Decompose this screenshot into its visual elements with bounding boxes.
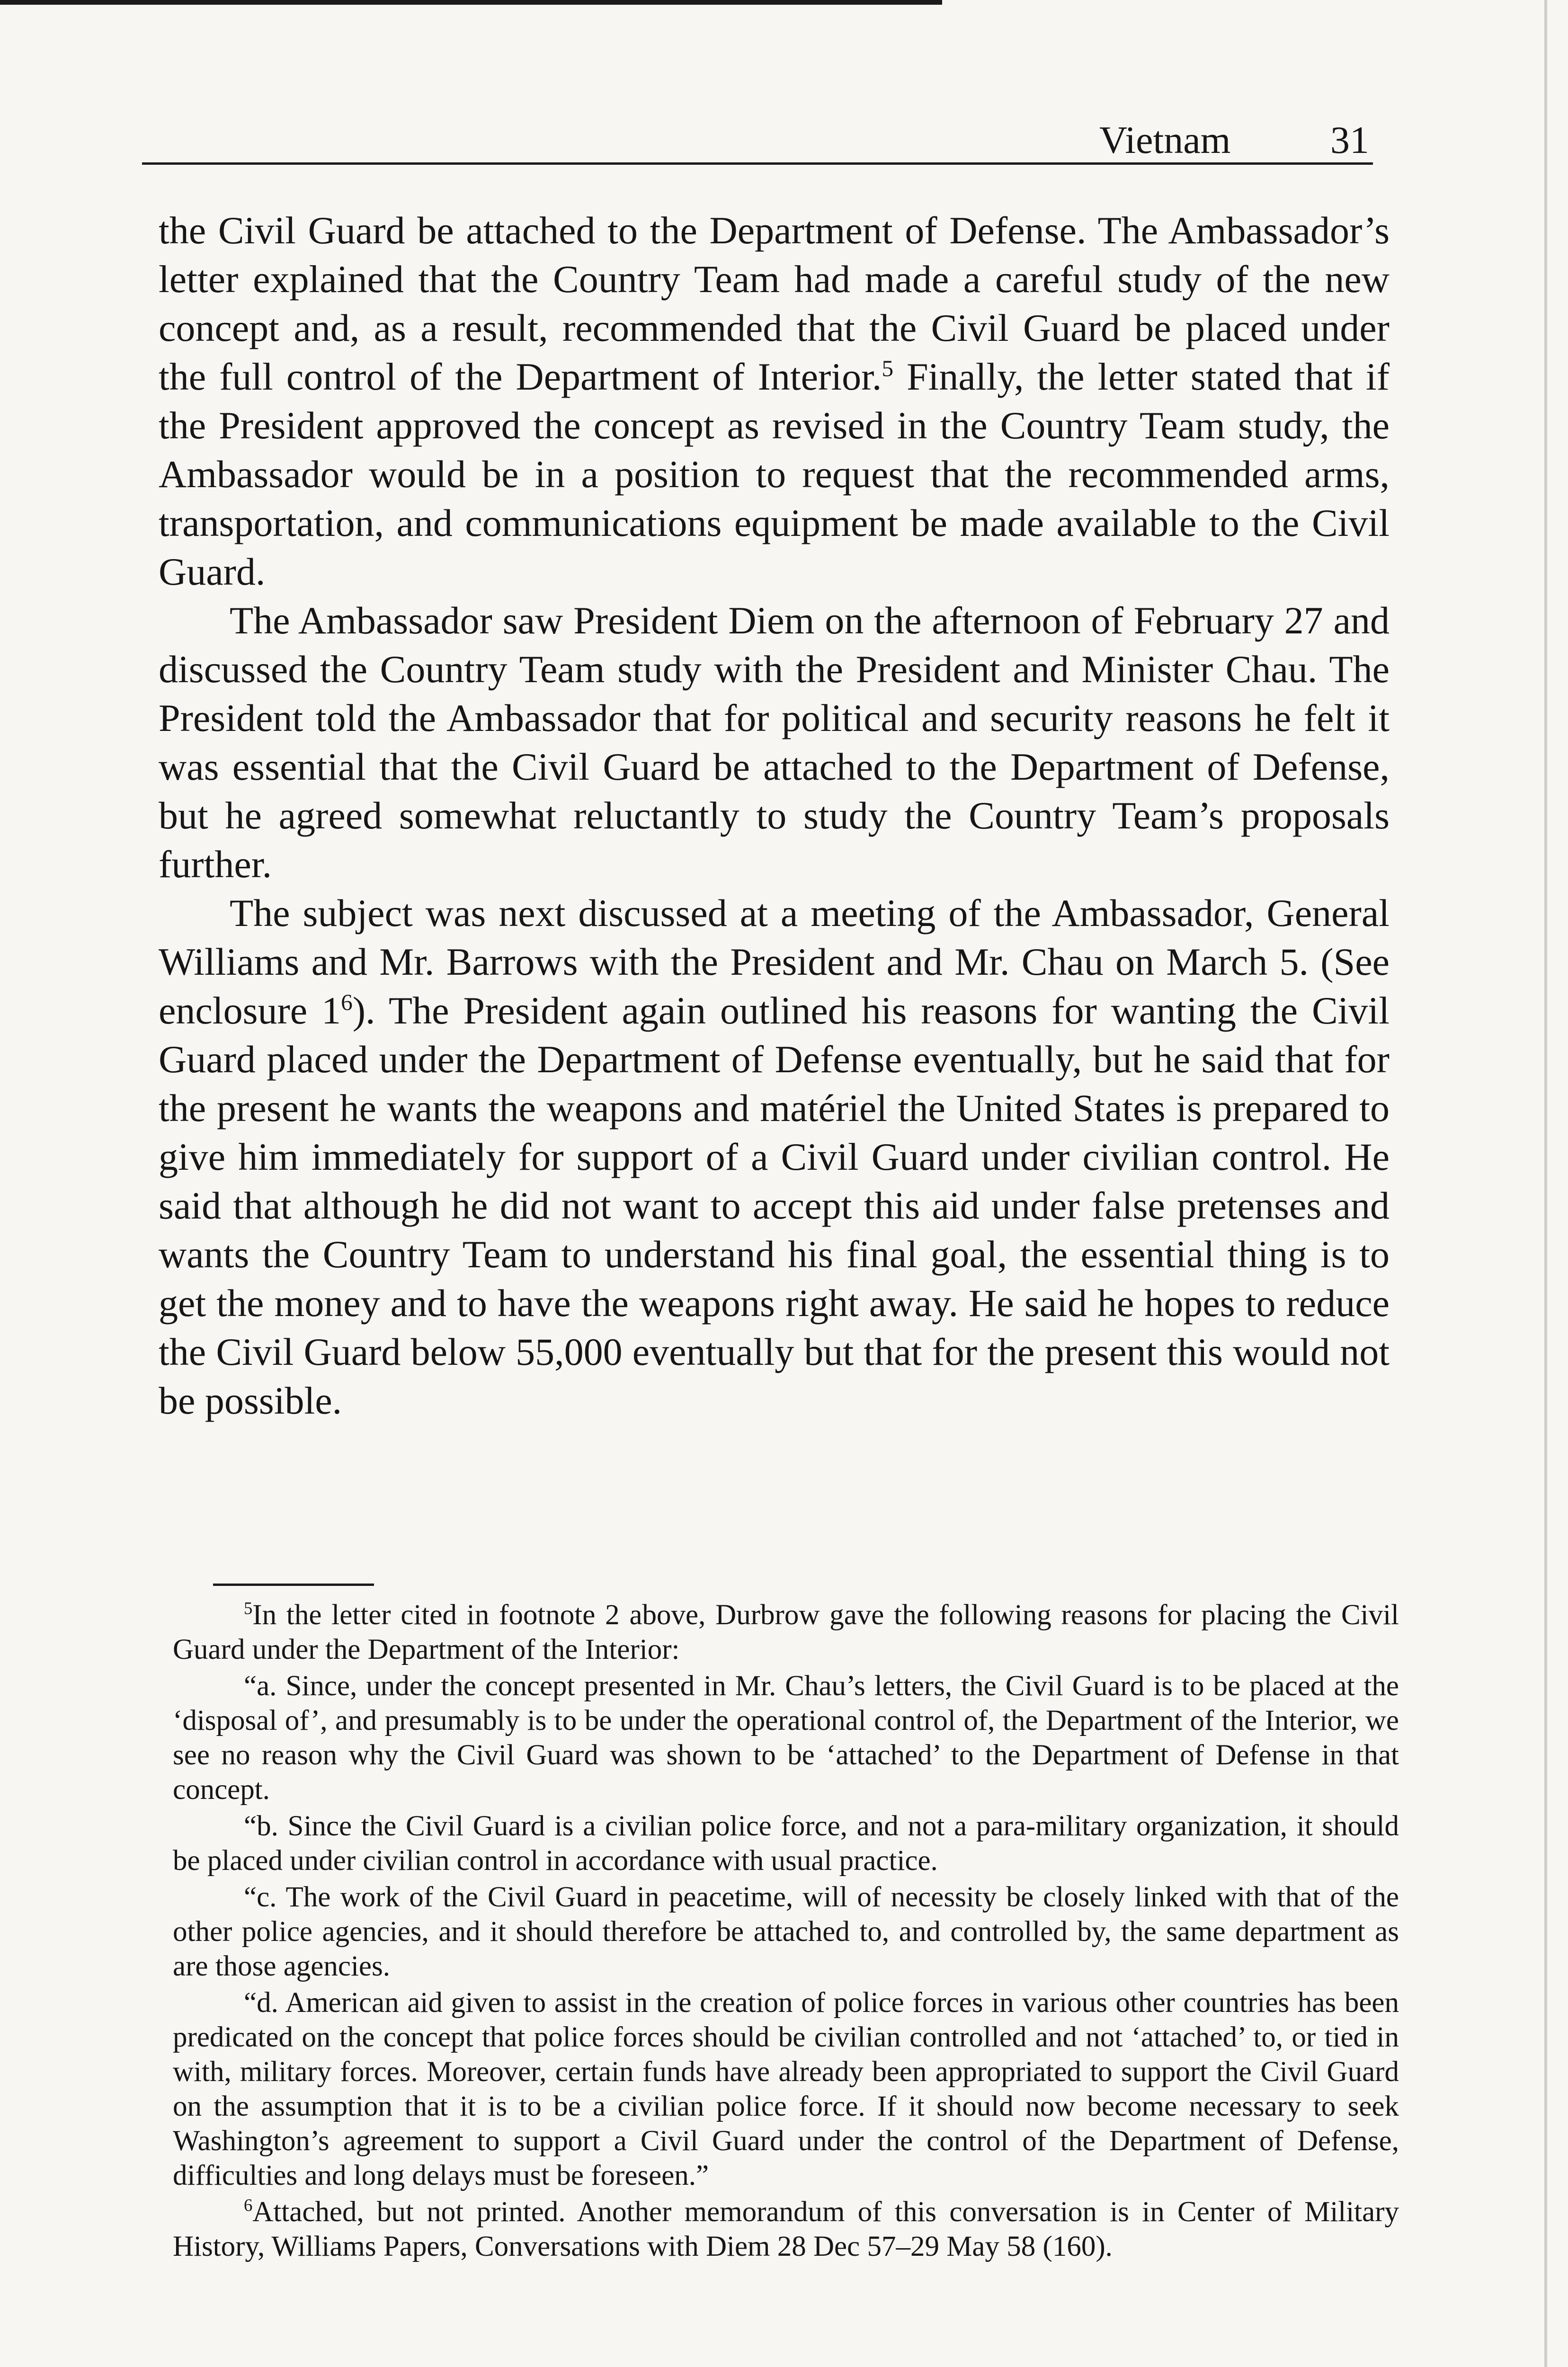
- paragraph: The Ambassador saw President Diem on the afternoon of February 27 and discussed the Country Team study with the President and Minister Chau. The President told the Ambassador that for political and security reasons he felt it was essential that the Civil Guard be attached to the Department of Defense, but he agreed somewhat reluctantly to study the Country Team’s proposals further.: [159, 599, 1390, 886]
- footnote-5: [173, 1598, 1399, 1667]
- paragraph: [159, 889, 1390, 1425]
- footnote-marker: 5: [244, 1598, 253, 1618]
- footnote-5-item-d: “d. American aid given to assist in the creation of police forces in various other countries has been predicated on the concept that police forces should be civilian controlled and not ‘attached’ to, or tied in with, military forces. Moreover, certain funds have already been appropriated to support the Civil Guard on the assumption that it is to be a civilian police force. If it should now become necessary to seek Washington’s agreement to support a Civil Guard under the control of the Department of Defense, difficulties and long delays must be foreseen.”: [173, 1987, 1399, 2191]
- footnote-ref: 5: [882, 355, 894, 382]
- paragraph: [159, 206, 1390, 596]
- footnotes: [173, 1598, 1399, 2264]
- running-header: [142, 117, 1373, 165]
- running-title: Vietnam: [1099, 118, 1231, 161]
- footnote-text: Attached, but not printed. Another memorandum of this conversation is in Center of Military History, Williams Papers, Conversations with Diem 28 Dec 57–29 May 58 (160).: [173, 2196, 1399, 2262]
- scan-top-rule: [0, 0, 942, 5]
- footnote-5-item-c: “c. The work of the Civil Guard in peacetime, will of necessity be closely linked with that of the other police agencies, and it should therefore be attached to, and controlled by, the same department as are those agencies.: [173, 1881, 1399, 1982]
- footnote-marker: 6: [244, 2195, 253, 2215]
- paragraph-text: the Civil Guard be attached to the Department of Defense. The Ambassador’s letter explained that the Country Team had made a careful study of the new concept and, as a result, recommended that the Civil Guard be placed under the full control of the Department of Interior.: [159, 209, 1390, 398]
- paragraph-text: ). The President again outlined his reasons for wanting the Civil Guard placed under the Department of Defense eventually, but he said that for the present he wants the weapons and matériel the United States is prepared to give him immediately for support of a Civil Guard under civilian control. He said that although he did not want to accept this aid under false pretenses and wants the Country Team to understand his final goal, the essential thing is to get the money and to have the weapons right away. He said he hopes to reduce the Civil Guard below 55,000 eventually but that for the present this would not be possible.: [159, 989, 1390, 1422]
- footnote-text: In the letter cited in footnote 2 above, Durbrow gave the following reasons for placing the Civil Guard under the Department of the Interior:: [173, 1599, 1399, 1665]
- footnote-ref: 6: [341, 989, 353, 1015]
- scan-page-edge: [1544, 0, 1547, 2367]
- page-number: 31: [1330, 118, 1369, 161]
- footnote-5-item-b: “b. Since the Civil Guard is a civilian police force, and not a para-military organization, it should be placed under civilian control in accordance with usual practice.: [173, 1810, 1399, 1877]
- footnote-5-item-a: “a. Since, under the concept presented in Mr. Chau’s letters, the Civil Guard is to be placed at the ‘disposal of’, and presumably is to be under the operational control of, the Department of the Interior, we see no reason why the Civil Guard was shown to be ‘attached’ to the Department of Defense in that concept.: [173, 1670, 1399, 1806]
- paragraph-text: Finally, the letter stated that if the President approved the concept as revised in the Country Team study, the Ambassador would be in a position to request that the recommended arms, transportation, and communications equipment be made available to the Civil Guard.: [159, 355, 1390, 593]
- footnote-6: [173, 2195, 1399, 2264]
- main-text: [159, 206, 1390, 1425]
- paragraph-text: The subject was next discussed at a meeting of the Ambassador, General Williams and Mr. Barrows with the President and Mr. Chau on March 5. (See enclosure 1: [159, 891, 1390, 1032]
- footnote-rule: [213, 1584, 374, 1586]
